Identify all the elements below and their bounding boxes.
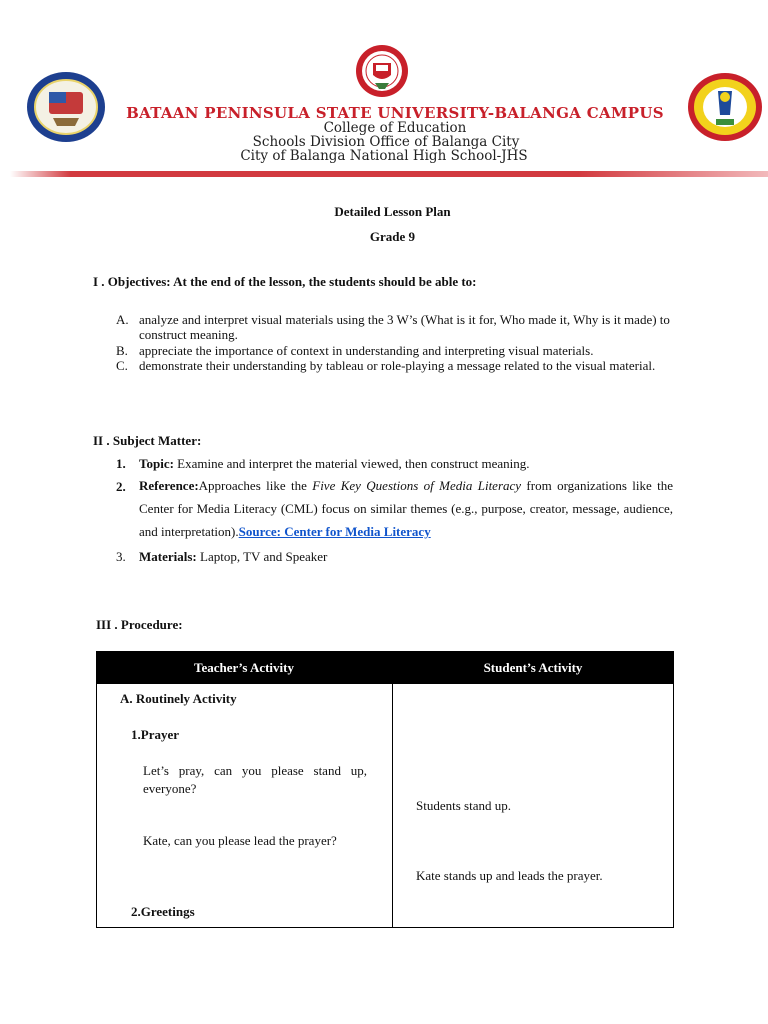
college-name: College of Education xyxy=(323,120,467,136)
topic-label: Topic: xyxy=(139,456,174,471)
school-name: City of Balanga National High School-JHS xyxy=(240,148,528,164)
student-stand-text: Students stand up. xyxy=(416,798,511,813)
topic-text: Examine and interpret the material viewed, then construct meaning. xyxy=(173,456,530,471)
reference-label: Reference: xyxy=(139,478,199,493)
objectives-heading: I . Objectives: At the end of the lesson, the students should be able to: xyxy=(93,274,477,289)
student-activity-header: Student’s Activity xyxy=(392,651,674,684)
procedure-heading: III . Procedure: xyxy=(96,617,183,632)
materials-text: Laptop, TV and Speaker xyxy=(196,549,328,564)
routinely-activity-label: A. Routinely Activity xyxy=(120,691,237,706)
procedure-table-header xyxy=(96,651,674,684)
subject-matter-heading: II . Subject Matter: xyxy=(93,433,202,448)
objective-text: demonstrate their understanding by tableau or role-playing a message related to the visual material. xyxy=(139,358,656,373)
teacher-activity-cell xyxy=(96,683,393,928)
document-title: Detailed Lesson Plan xyxy=(334,204,451,219)
header-divider xyxy=(10,171,768,177)
teacher-activity-header: Teacher’s Activity xyxy=(96,651,392,684)
bpsu-seal-logo xyxy=(355,43,409,99)
university-name: BATAAN PENINSULA STATE UNIVERSITY-BALANGA CAMPUS xyxy=(126,104,664,122)
source-link[interactable]: Source: Center for Media Literacy xyxy=(238,524,431,539)
teacher-lead-prayer-text: Kate, can you please lead the prayer? xyxy=(143,833,337,848)
reference-italic: Five Key Questions of Media Literacy xyxy=(312,478,522,493)
topic-number: 1. xyxy=(116,456,126,471)
reference-text: Approaches like the xyxy=(198,478,313,493)
objective-text: appreciate the importance of context in understanding and interpreting visual materials. xyxy=(139,343,594,358)
greetings-label: 2.Greetings xyxy=(131,904,195,919)
materials-number: 3. xyxy=(116,549,126,564)
objective-key: B. xyxy=(116,343,128,358)
objective-key: C. xyxy=(116,358,128,373)
materials-label: Materials: xyxy=(139,549,197,564)
teacher-prayer-text: Let’s pray, can you please stand up, everyone? xyxy=(143,763,367,796)
objective-text: analyze and interpret visual materials using the 3 W’s (What is it for, Who made it, Why is it made) to construct meaning. xyxy=(139,312,670,342)
reference-text-2: from organizations like the Center for Media Literacy (CML) focus on similar themes (e.g., purpose, creator, message, audience, and interpretation). xyxy=(139,478,673,539)
prayer-label: 1.Prayer xyxy=(131,727,180,742)
grade-label: Grade 9 xyxy=(369,229,416,244)
student-lead-prayer-text: Kate stands up and leads the prayer. xyxy=(416,868,603,883)
objective-key: A. xyxy=(116,312,129,327)
division-name: Schools Division Office of Balanga City xyxy=(252,134,520,150)
reference-number: 2. xyxy=(116,479,126,494)
